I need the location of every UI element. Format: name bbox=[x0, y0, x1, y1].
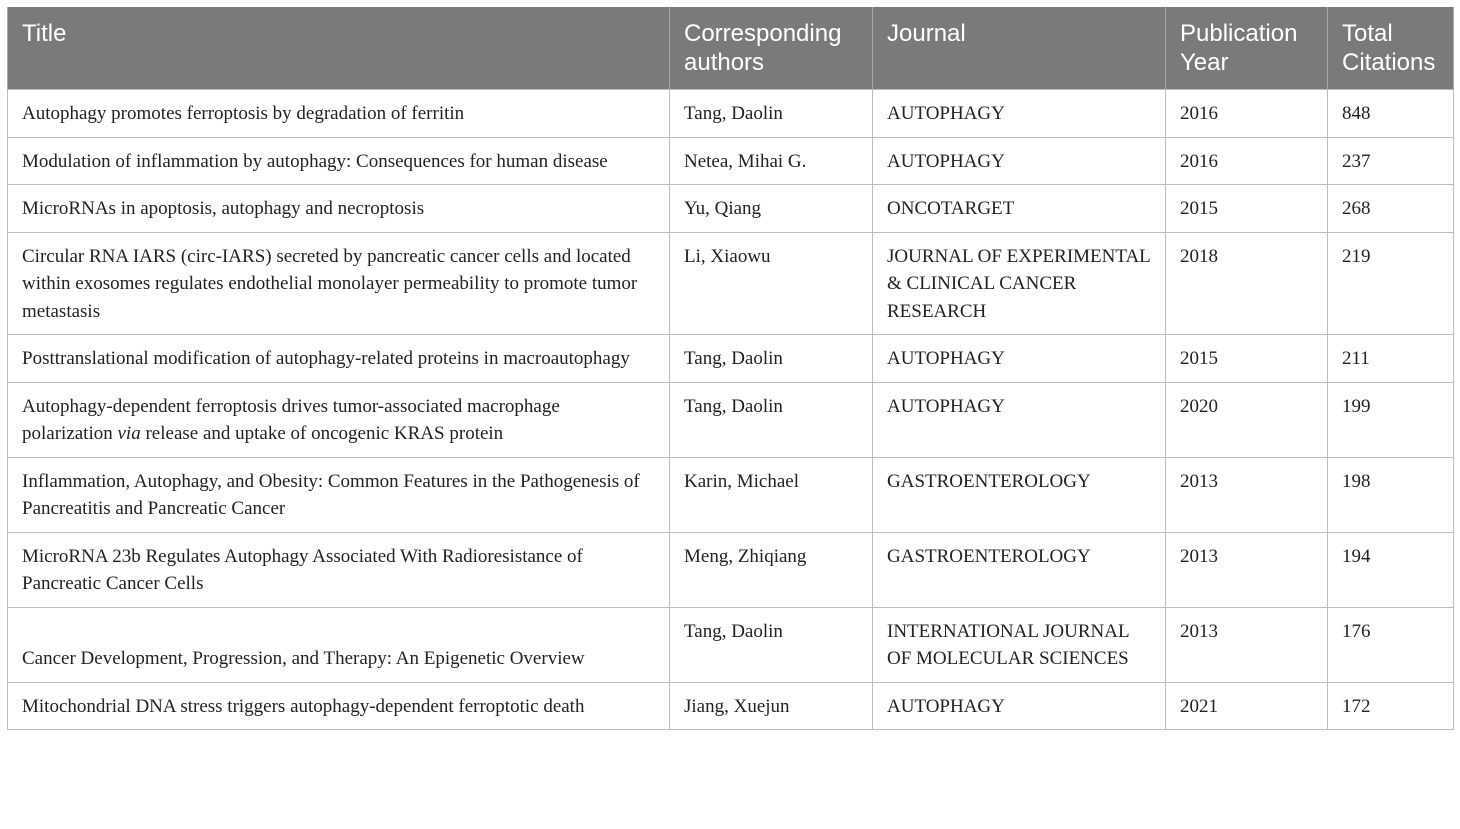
cell-year: 2016 bbox=[1166, 90, 1328, 138]
cell-title: Posttranslational modification of autophagy-related proteins in macroautophagy bbox=[8, 335, 670, 383]
cell-journal: INTERNATIONAL JOURNAL OF MOLECULAR SCIENCES bbox=[873, 607, 1166, 682]
cell-title: Circular RNA IARS (circ-IARS) secreted by pancreatic cancer cells and located within exosomes regulates endothelial monolayer permeability to promote tumor metastasis bbox=[8, 232, 670, 335]
cell-citations: 194 bbox=[1328, 532, 1454, 607]
header-total-citations: Total Citations bbox=[1328, 7, 1454, 90]
table-row bbox=[8, 682, 1454, 730]
cell-year: 2015 bbox=[1166, 185, 1328, 233]
cell-citations: 219 bbox=[1328, 232, 1454, 335]
cell-year: 2018 bbox=[1166, 232, 1328, 335]
cell-author: Meng, Zhiqiang bbox=[670, 532, 873, 607]
table-row bbox=[8, 532, 1454, 607]
table-row bbox=[8, 382, 1454, 457]
cell-journal: AUTOPHAGY bbox=[873, 137, 1166, 185]
cell-year: 2020 bbox=[1166, 382, 1328, 457]
cell-author: Tang, Daolin bbox=[670, 382, 873, 457]
cell-author: Tang, Daolin bbox=[670, 607, 873, 682]
table-row bbox=[8, 185, 1454, 233]
table-row bbox=[8, 90, 1454, 138]
table-row bbox=[8, 232, 1454, 335]
cell-citations: 848 bbox=[1328, 90, 1454, 138]
cell-author: Tang, Daolin bbox=[670, 90, 873, 138]
cell-title bbox=[8, 382, 670, 457]
cell-year: 2016 bbox=[1166, 137, 1328, 185]
cell-author: Li, Xiaowu bbox=[670, 232, 873, 335]
header-journal: Journal bbox=[873, 7, 1166, 90]
cell-citations: 176 bbox=[1328, 607, 1454, 682]
publications-table-container bbox=[7, 7, 1453, 730]
title-italic-text: via bbox=[117, 423, 141, 444]
table-header-row bbox=[8, 7, 1454, 90]
cell-journal: GASTROENTEROLOGY bbox=[873, 457, 1166, 532]
cell-title: Inflammation, Autophagy, and Obesity: Common Features in the Pathogenesis of Pancreatitis and Pancreatic Cancer bbox=[8, 457, 670, 532]
publications-table bbox=[7, 7, 1454, 730]
cell-citations: 237 bbox=[1328, 137, 1454, 185]
cell-citations: 268 bbox=[1328, 185, 1454, 233]
cell-year: 2013 bbox=[1166, 457, 1328, 532]
cell-title: Autophagy promotes ferroptosis by degradation of ferritin bbox=[8, 90, 670, 138]
cell-year: 2021 bbox=[1166, 682, 1328, 730]
cell-author: Jiang, Xuejun bbox=[670, 682, 873, 730]
cell-year: 2013 bbox=[1166, 532, 1328, 607]
header-publication-year: Publication Year bbox=[1166, 7, 1328, 90]
table-row bbox=[8, 137, 1454, 185]
cell-author: Netea, Mihai G. bbox=[670, 137, 873, 185]
table-row bbox=[8, 457, 1454, 532]
cell-title: Cancer Development, Progression, and Therapy: An Epigenetic Overview bbox=[8, 607, 670, 682]
cell-journal: GASTROENTEROLOGY bbox=[873, 532, 1166, 607]
cell-citations: 198 bbox=[1328, 457, 1454, 532]
cell-journal: AUTOPHAGY bbox=[873, 682, 1166, 730]
cell-title: MicroRNAs in apoptosis, autophagy and necroptosis bbox=[8, 185, 670, 233]
cell-journal: ONCOTARGET bbox=[873, 185, 1166, 233]
cell-journal: AUTOPHAGY bbox=[873, 90, 1166, 138]
cell-year: 2013 bbox=[1166, 607, 1328, 682]
cell-citations: 211 bbox=[1328, 335, 1454, 383]
cell-author: Karin, Michael bbox=[670, 457, 873, 532]
cell-author: Yu, Qiang bbox=[670, 185, 873, 233]
title-text: release and uptake of oncogenic KRAS protein bbox=[140, 423, 504, 444]
header-title: Title bbox=[8, 7, 670, 90]
cell-journal: AUTOPHAGY bbox=[873, 382, 1166, 457]
cell-title: MicroRNA 23b Regulates Autophagy Associated With Radioresistance of Pancreatic Cancer Cells bbox=[8, 532, 670, 607]
cell-title: Modulation of inflammation by autophagy: Consequences for human disease bbox=[8, 137, 670, 185]
header-corresponding-authors: Corresponding authors bbox=[670, 7, 873, 90]
cell-journal: AUTOPHAGY bbox=[873, 335, 1166, 383]
cell-title: Mitochondrial DNA stress triggers autophagy-dependent ferroptotic death bbox=[8, 682, 670, 730]
cell-citations: 172 bbox=[1328, 682, 1454, 730]
cell-author: Tang, Daolin bbox=[670, 335, 873, 383]
cell-journal: JOURNAL OF EXPERIMENTAL & CLINICAL CANCER RESEARCH bbox=[873, 232, 1166, 335]
cell-citations: 199 bbox=[1328, 382, 1454, 457]
title-text: Autophagy-dependent ferroptosis drives tumor-associated macrophage polarization bbox=[22, 395, 560, 444]
table-row bbox=[8, 335, 1454, 383]
cell-year: 2015 bbox=[1166, 335, 1328, 383]
table-row bbox=[8, 607, 1454, 682]
